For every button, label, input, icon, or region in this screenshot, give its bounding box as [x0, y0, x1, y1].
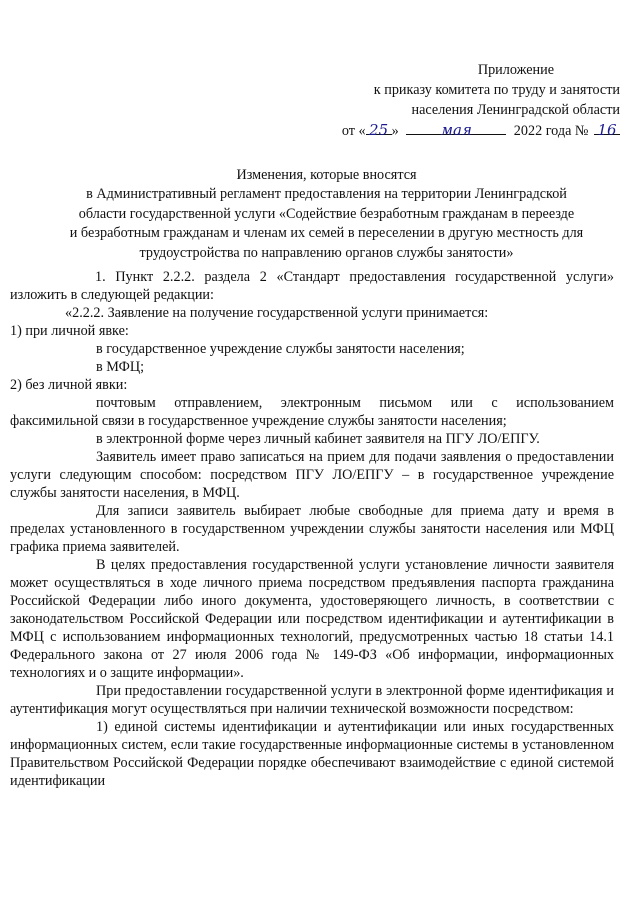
paragraph-12: При предоставлении государственной услуги в электронной форме идентификация и аутентификация могут осуществляться при наличии технической возможности посредством: — [10, 683, 614, 717]
paragraph-8: в электронной форме через личный кабинет заявителя на ПГУ ЛО/ЕПГУ. — [96, 431, 540, 447]
paragraph-1: 1. Пункт 2.2.2. раздела 2 «Стандарт предоставления государственной услуги» изложить в следующей редакции: — [10, 269, 614, 303]
paragraph-6: 2) без личной явки: — [10, 377, 128, 393]
document-title — [40, 166, 613, 263]
date-mid: » — [391, 123, 399, 139]
paragraph-5: в МФЦ; — [96, 359, 145, 375]
date-prefix: от « — [341, 123, 366, 139]
title-line-3: области государственной услуги «Содействие безработным гражданам в переезде — [78, 205, 575, 222]
date-month-field — [406, 120, 506, 139]
appendix-date-line — [300, 120, 620, 140]
appendix-line-1: к приказу комитета по труду и занятости — [373, 82, 620, 98]
paragraph-4: в государственное учреждение службы занятости населения; — [96, 341, 465, 357]
title-line-1: Изменения, которые вносятся — [236, 167, 417, 183]
title-line-2: в Административный регламент предоставления на территории Ленинградской — [86, 186, 567, 203]
paragraph-13: 1) единой системы идентификации и аутентификации или иных государственных информационных систем, если такие государственные информационные системы в установленном Правительством Российской Федерации порядке обеспечивают взаимодействие с единой системой идентификации — [10, 719, 614, 789]
paragraph-2: «2.2.2. Заявление на получение государственной услуги принимается: — [65, 305, 489, 321]
title-line-5: трудоустройства по направлению органов службы занятости» — [139, 244, 514, 261]
date-day-field — [366, 120, 392, 139]
title-line-4: и безработным гражданам и членам их семей в переселении в другую местность для — [69, 225, 584, 242]
appendix-line-2: населения Ленинградской области — [411, 102, 620, 118]
date-month-handwritten: мая — [440, 121, 472, 139]
paragraph-3: 1) при личной явке: — [10, 323, 129, 339]
appendix-header — [300, 60, 620, 140]
paragraph-9: Заявитель имеет право записаться на прием для подачи заявления о предоставлении услуги следующим способом: посредством ПГУ ЛО/ЕПГУ – в государственное учреждение службы занятости населения, в МФЦ. — [10, 449, 614, 501]
doc-number-handwritten: 16 — [597, 121, 617, 139]
document-body — [10, 268, 614, 790]
date-day-handwritten: 25 — [369, 121, 389, 139]
doc-number-field — [594, 120, 620, 139]
paragraph-11: В целях предоставления государственной услуги установление личности заявителя может осуществляться в ходе личного приема посредством предъявления паспорта гражданина Российской Федерации либо иного документа, удостоверяющего личность, в соответствии с законодательством Российской Федерации или посредством идентификации и аутентификации в МФЦ с использованием информационных технологий, предусмотренных частью 18 статьи 14.1 Федерального закона от 27 июля 2006 года № 149-ФЗ «Об информации, информационных технологиях и о защите информации». — [10, 557, 614, 681]
appendix-title: Приложение — [477, 62, 554, 78]
paragraph-10: Для записи заявитель выбирает любые свободные для приема дату и время в пределах установленного в государственном учреждении службы занятости населения или МФЦ графика приема заявителей. — [10, 503, 614, 555]
paragraph-7: почтовым отправлением, электронным письмом или с использованием факсимильной связи в государственное учреждение службы занятости населения; — [10, 395, 614, 429]
date-year: 2022 года № — [513, 123, 589, 139]
